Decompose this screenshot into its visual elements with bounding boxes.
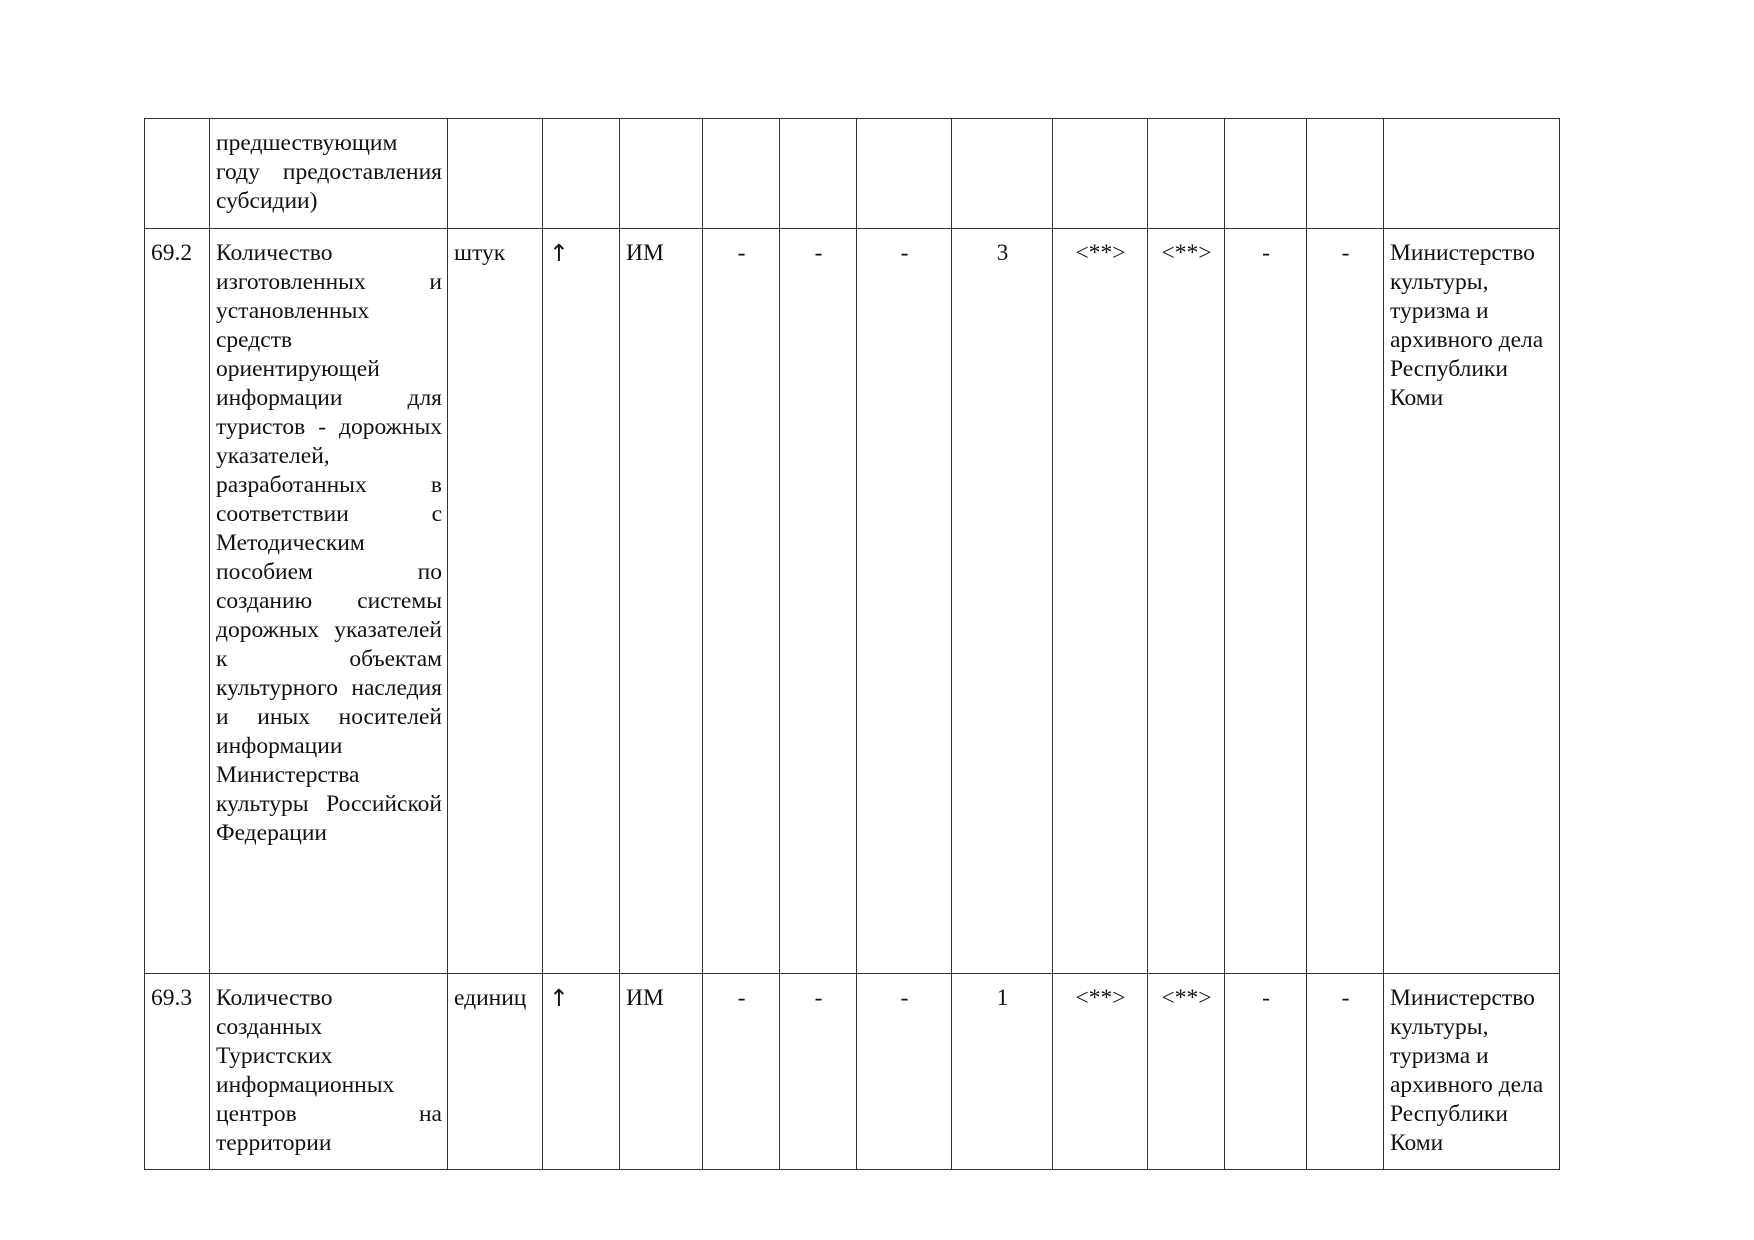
- value-cell: [780, 119, 857, 229]
- value-cell: [703, 119, 780, 229]
- up-arrow-icon: ↑: [543, 229, 620, 974]
- value-cell: <**>: [1053, 974, 1148, 1170]
- up-arrow-icon: ↑: [543, 974, 620, 1170]
- value-cell: [952, 119, 1053, 229]
- row-number: [145, 119, 210, 229]
- value-cell: -: [1225, 974, 1307, 1170]
- value-cell: -: [1307, 229, 1384, 974]
- value-cell: 3: [952, 229, 1053, 974]
- type-cell: [620, 119, 703, 229]
- indicator-description: Количество изготовленных и установленных средств ориентирующей информации для туристов - дорожных указателей, разработанных в соответствии с Методическим пособием по созданию системы дорожных указателей к объектам культурного наследия и иных носителей информации Министерства культуры Российской Федерации: [210, 229, 448, 974]
- responsible-cell: Министерство культуры, туризма и архивного дела Республики Коми: [1384, 229, 1560, 974]
- direction-cell: [543, 119, 620, 229]
- value-cell: [1148, 119, 1225, 229]
- value-cell: -: [780, 229, 857, 974]
- value-cell: [1225, 119, 1307, 229]
- table-row: [145, 974, 1560, 1170]
- value-cell: -: [1225, 229, 1307, 974]
- responsible-cell: Министерство культуры, туризма и архивного дела Республики Коми: [1384, 974, 1560, 1170]
- value-cell: -: [703, 229, 780, 974]
- row-number: 69.3: [145, 974, 210, 1170]
- value-cell: -: [857, 229, 952, 974]
- row-number: 69.2: [145, 229, 210, 974]
- value-cell: <**>: [1148, 229, 1225, 974]
- unit-cell: единиц: [448, 974, 543, 1170]
- value-cell: -: [857, 974, 952, 1170]
- table-row: [145, 229, 1560, 974]
- value-cell: -: [1307, 974, 1384, 1170]
- value-cell: 1: [952, 974, 1053, 1170]
- indicator-description: Количество созданных Туристских информационных центров на территории: [210, 974, 448, 1170]
- indicators-table: [144, 118, 1560, 1170]
- value-cell: [1307, 119, 1384, 229]
- value-cell: [857, 119, 952, 229]
- value-cell: [1053, 119, 1148, 229]
- unit-cell: штук: [448, 229, 543, 974]
- value-cell: <**>: [1148, 974, 1225, 1170]
- responsible-cell: [1384, 119, 1560, 229]
- table-row: [145, 119, 1560, 229]
- value-cell: <**>: [1053, 229, 1148, 974]
- type-cell: ИМ: [620, 974, 703, 1170]
- value-cell: -: [780, 974, 857, 1170]
- type-cell: ИМ: [620, 229, 703, 974]
- value-cell: -: [703, 974, 780, 1170]
- indicator-description: предшествующим году предоставления субсидии): [210, 119, 448, 229]
- unit-cell: [448, 119, 543, 229]
